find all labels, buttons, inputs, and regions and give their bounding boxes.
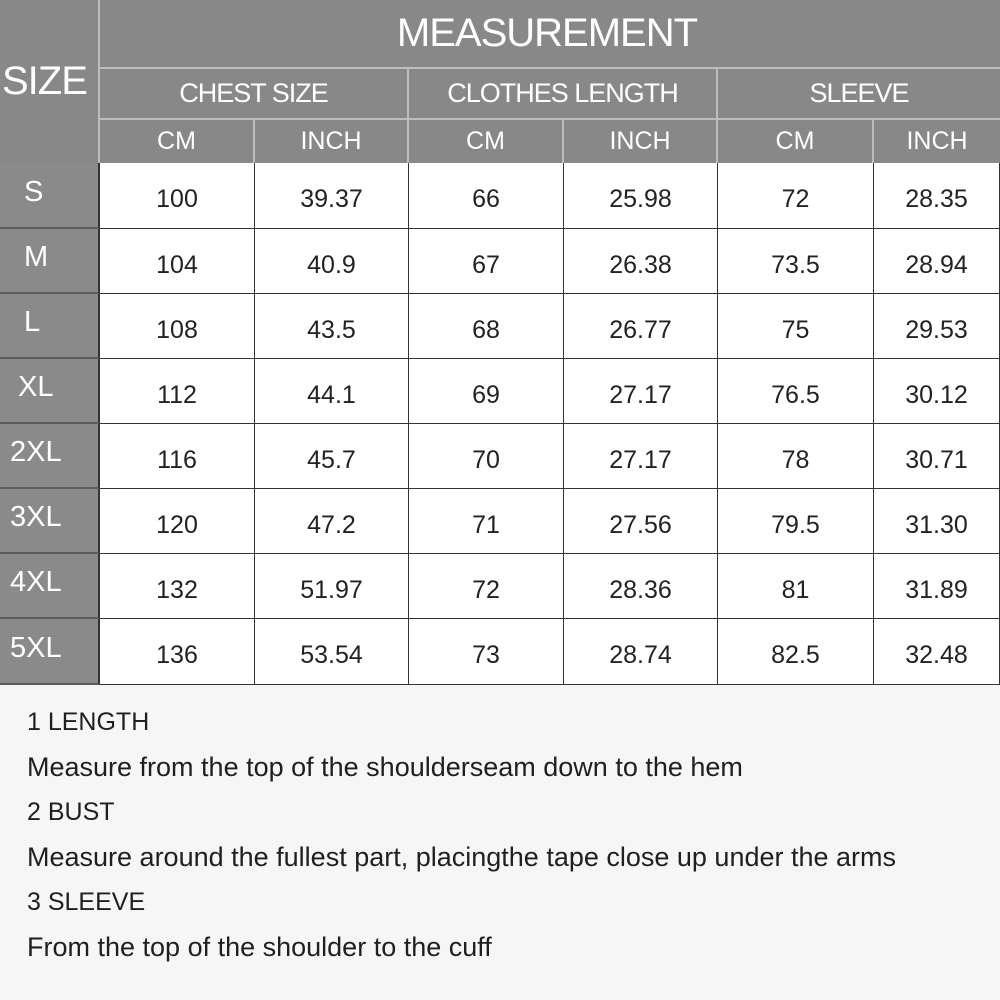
table-cell: 116 [100, 424, 255, 489]
table-cell: 27.56 [564, 489, 718, 554]
unit-header: INCH [564, 120, 718, 163]
table-cell: 26.77 [564, 294, 718, 359]
table-cell: 136 [100, 619, 255, 685]
size-label-s: S [0, 163, 100, 229]
size-label-l: L [0, 294, 100, 359]
table-cell: 44.1 [255, 359, 409, 424]
size-label-2xl: 2XL [0, 424, 100, 489]
instruction-text: Measure from the top of the shoulderseam down to the hem [27, 752, 743, 782]
instruction-text: Measure around the fullest part, placingthe tape close up under the arms [27, 842, 897, 872]
size-header: SIZE [0, 0, 100, 163]
table-cell: 71 [409, 489, 564, 554]
table-cell: 66 [409, 163, 564, 229]
table-cell: 132 [100, 554, 255, 619]
table-cell: 72 [409, 554, 564, 619]
table-cell: 75 [718, 294, 874, 359]
table-cell: 51.97 [255, 554, 409, 619]
table-cell: 69 [409, 359, 564, 424]
table-cell: 73 [409, 619, 564, 685]
table-cell: 67 [409, 229, 564, 294]
table-cell: 82.5 [718, 619, 874, 685]
table-cell: 53.54 [255, 619, 409, 685]
table-cell: 25.98 [564, 163, 718, 229]
table-cell: 31.30 [874, 489, 1000, 554]
size-label-3xl: 3XL [0, 489, 100, 554]
unit-header: CM [100, 120, 255, 163]
table-cell: 120 [100, 489, 255, 554]
group-header: CHEST SIZE [100, 69, 409, 120]
table-cell: 70 [409, 424, 564, 489]
table-cell: 100 [100, 163, 255, 229]
size-label-4xl: 4XL [0, 554, 100, 619]
table-cell: 73.5 [718, 229, 874, 294]
table-cell: 28.35 [874, 163, 1000, 229]
table-cell: 72 [718, 163, 874, 229]
table-cell: 31.89 [874, 554, 1000, 619]
table-cell: 28.74 [564, 619, 718, 685]
table-cell: 68 [409, 294, 564, 359]
unit-header: INCH [874, 120, 1000, 163]
size-label-5xl: 5XL [0, 619, 100, 685]
measurement-title: MEASUREMENT [100, 0, 1000, 69]
table-cell: 108 [100, 294, 255, 359]
table-cell: 32.48 [874, 619, 1000, 685]
table-cell: 40.9 [255, 229, 409, 294]
table-cell: 26.38 [564, 229, 718, 294]
instruction-heading: 1 LENGTH [27, 708, 150, 736]
size-label-m: M [0, 229, 100, 294]
table-cell: 112 [100, 359, 255, 424]
table-cell: 43.5 [255, 294, 409, 359]
table-cell: 47.2 [255, 489, 409, 554]
table-cell: 81 [718, 554, 874, 619]
unit-header: CM [718, 120, 874, 163]
table-cell: 28.36 [564, 554, 718, 619]
table-cell: 27.17 [564, 424, 718, 489]
table-cell: 104 [100, 229, 255, 294]
table-cell: 30.12 [874, 359, 1000, 424]
unit-header: CM [409, 120, 564, 163]
group-header: SLEEVE [718, 69, 1000, 120]
instruction-heading: 3 SLEEVE [27, 888, 146, 916]
table-cell: 39.37 [255, 163, 409, 229]
table-cell: 28.94 [874, 229, 1000, 294]
table-cell: 78 [718, 424, 874, 489]
measurement-instructions [27, 700, 1000, 970]
instruction-heading: 2 BUST [27, 798, 115, 826]
table-cell: 76.5 [718, 359, 874, 424]
table-cell: 27.17 [564, 359, 718, 424]
table-cell: 30.71 [874, 424, 1000, 489]
table-cell: 79.5 [718, 489, 874, 554]
unit-header: INCH [255, 120, 409, 163]
table-cell: 45.7 [255, 424, 409, 489]
table-cell: 29.53 [874, 294, 1000, 359]
group-header: CLOTHES LENGTH [409, 69, 718, 120]
instruction-text: From the top of the shoulder to the cuff [27, 932, 492, 962]
size-label-xl: XL [0, 359, 100, 424]
